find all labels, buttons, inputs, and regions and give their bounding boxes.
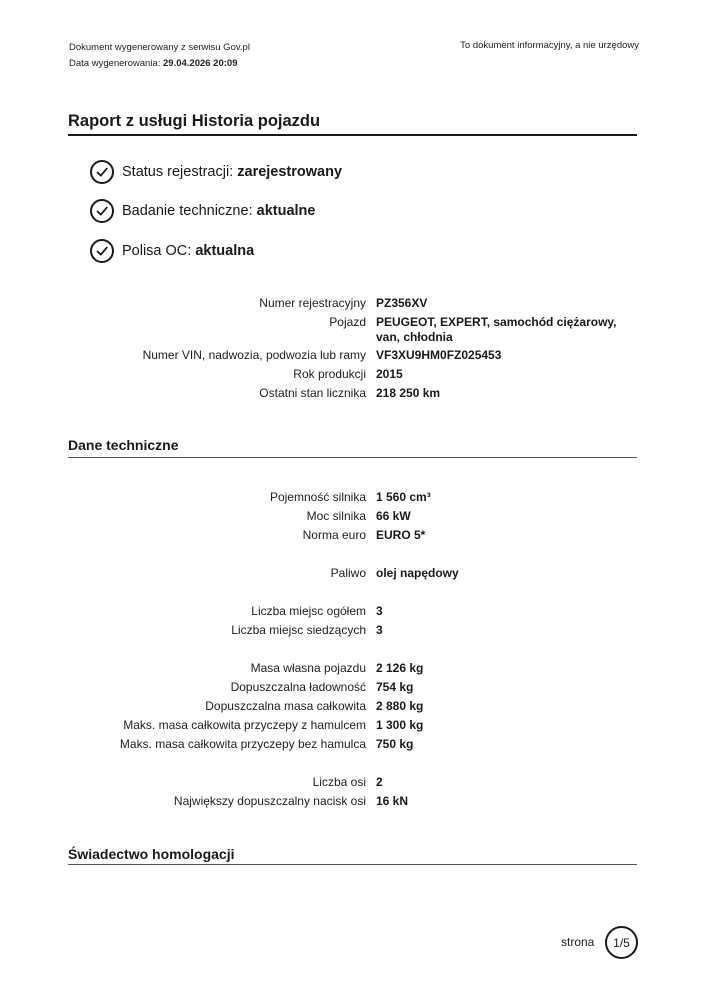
tech-value: 3 (376, 604, 383, 618)
tech-key: Masa własna pojazdu (250, 661, 366, 675)
info-key: Numer VIN, nadwozia, podwozia lub ramy (142, 348, 366, 362)
page-indicator: 1/5 (605, 926, 638, 959)
status-value: aktualne (256, 203, 316, 219)
generation-date-line (69, 56, 250, 72)
status-label: Polisa OC: (122, 243, 192, 259)
tech-value: 750 kg (376, 737, 414, 751)
info-value: VF3XU9HM0FZ025453 (376, 348, 502, 362)
status-insurance (90, 238, 254, 264)
tech-value: 2 126 kg (376, 661, 424, 675)
disclaimer-text: To dokument informacyjny, a nie urzędowy (460, 40, 639, 51)
info-value: 218 250 km (376, 386, 441, 400)
tech-value: 754 kg (376, 680, 414, 694)
tech-key: Liczba osi (312, 775, 366, 789)
tech-key: Liczba miejsc siedzących (231, 623, 366, 637)
section-divider (68, 864, 637, 865)
check-circle-icon (90, 160, 114, 184)
tech-value: olej napędowy (376, 566, 459, 580)
info-key: Pojazd (329, 315, 366, 329)
info-key: Ostatni stan licznika (259, 386, 366, 400)
info-key: Rok produkcji (293, 367, 366, 381)
section-divider (68, 457, 637, 458)
tech-key: Paliwo (330, 566, 366, 580)
info-value: 2015 (376, 367, 403, 381)
document-header (69, 40, 250, 72)
tech-key: Moc silnika (306, 509, 366, 523)
tech-value: 2 (376, 775, 383, 789)
tech-value: 1 300 kg (376, 718, 424, 732)
tech-key: Pojemność silnika (269, 490, 366, 504)
status-label: Badanie techniczne: (122, 203, 253, 219)
tech-key: Dopuszczalna ładowność (230, 680, 366, 694)
tech-key: Norma euro (302, 528, 366, 542)
tech-key: Maks. masa całkowita przyczepy z hamulcem (123, 718, 366, 732)
info-value: PZ356XV (376, 296, 428, 310)
report-title: Raport z usługi Historia pojazdu (68, 112, 321, 130)
tech-value: 2 880 kg (376, 699, 424, 713)
tech-key: Liczba miejsc ogółem (251, 604, 366, 618)
section-title-technical: Dane techniczne (68, 437, 179, 453)
status-technical-inspection (90, 198, 315, 224)
status-value: zarejestrowany (237, 164, 343, 180)
status-registration (90, 159, 342, 185)
title-divider (68, 134, 637, 136)
tech-key: Największy dopuszczalny nacisk osi (173, 794, 366, 808)
generation-date-label: Data wygenerowania: (69, 58, 161, 69)
info-key: Numer rejestracyjny (259, 296, 366, 310)
tech-value: EURO 5* (376, 528, 426, 542)
tech-key: Maks. masa całkowita przyczepy bez hamulca (119, 737, 366, 751)
section-title-homologation: Świadectwo homologacji (68, 846, 235, 862)
tech-value: 3 (376, 623, 383, 637)
tech-value: 16 kN (376, 794, 409, 808)
tech-value: 1 560 cm³ (376, 490, 431, 504)
status-label: Status rejestracji: (122, 164, 234, 180)
status-value: aktualna (195, 243, 255, 259)
check-circle-icon (90, 239, 114, 263)
page-label: strona (561, 935, 595, 949)
check-circle-icon (90, 199, 114, 223)
tech-value: 66 kW (376, 509, 411, 523)
tech-key: Dopuszczalna masa całkowita (205, 699, 366, 713)
generation-date-value: 29.04.2026 20:09 (163, 58, 238, 69)
info-value: PEUGEOT, EXPERT, samochód ciężarowy, van, chłodnia (376, 315, 617, 344)
source-text: Dokument wygenerowany z serwisu Gov.pl (69, 42, 250, 53)
